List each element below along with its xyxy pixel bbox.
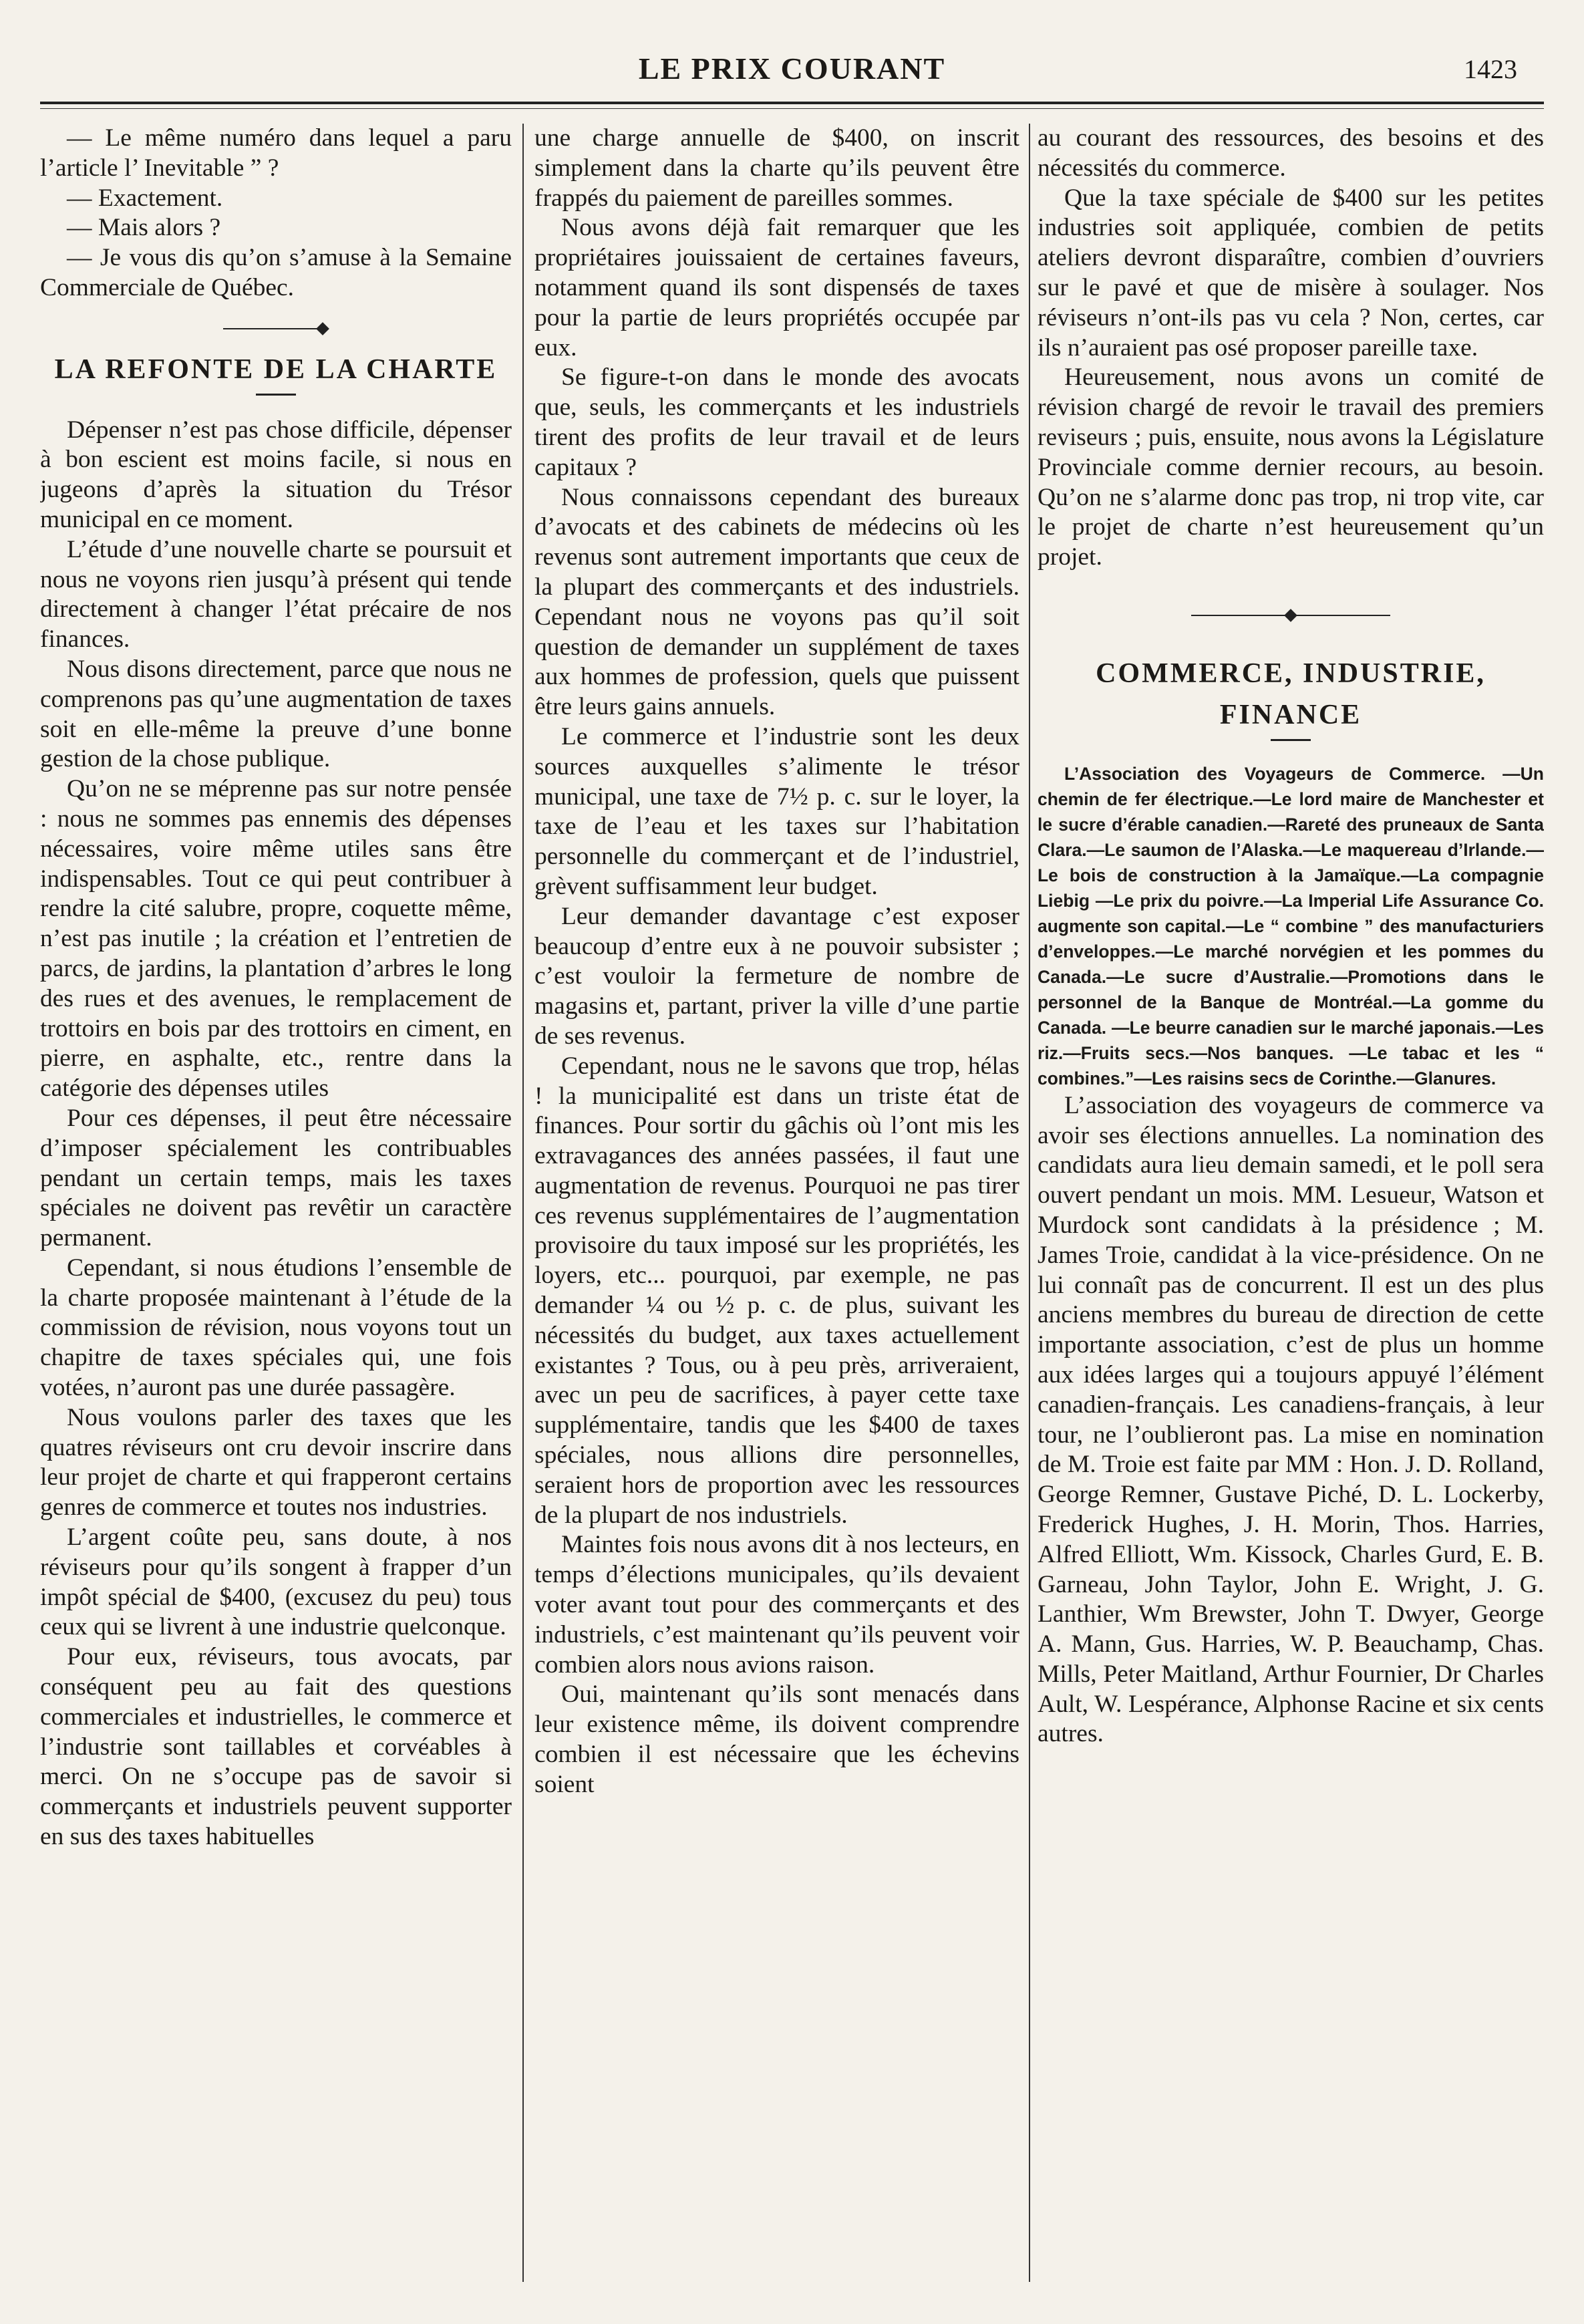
article-paragraph: Pour eux, réviseurs, tous avocats, par conséquent peu au fait des questions commerciales et industrielles, le commerce et l’industrie sont taillables et corvéables à merci. On ne s’occupe pas de savoir si commerçants et industriels peuvent supporter en sus des taxes habituelles — [40, 1643, 512, 1851]
header-rule-thin — [40, 108, 1544, 109]
section-heading-line2: FINANCE — [1219, 699, 1362, 730]
column-divider — [522, 124, 524, 2282]
article-paragraph: Cependant, si nous étudions l’ensemble de la charte proposée maintenant à l’étude de la commission de révision, nous voyons tout un chapitre de taxes spéciales qui, une fois votées, n’auront pas une durée passagère. — [40, 1254, 512, 1402]
article-paragraph: Heureusement, nous avons un comité de révision chargé de revoir le travail des premiers reviseurs ; puis, ensuite, nous avons la Législature Provinciale comme dernier recours, au besoin. Qu’on ne s’alarme donc pas trop, ni trop vite, car le projet de charte n’est heureusement qu’un projet. — [1038, 364, 1544, 571]
column-1 — [40, 124, 512, 2282]
column-2 — [534, 124, 1019, 2282]
article-paragraph: Le commerce et l’industrie sont les deux sources auxquelles s’alimente le trésor municipal, une taxe de 7½ p. c. sur le loyer, la taxe de l’eau et les taxes sur l’habitation personnelle du commerçant et de l’industriel, grèvent suffisamment leur budget. — [534, 722, 1019, 900]
article-paragraph: Leur demander davantage c’est exposer beaucoup d’entre eux à ne pouvoir subsister ; c’est vouloir la fermeture de nombre de magasins et, partant, priver la ville d’une partie de ses revenus. — [534, 902, 1019, 1050]
article-paragraph: Pour ces dépenses, il peut être nécessaire d’imposer spécialement les contribuables pendant un certain temps, mais les taxes spéciales ne doivent pas revêtir un caractère permanent. — [40, 1104, 512, 1252]
article-paragraph: Nous disons directement, parce que nous ne comprenons pas qu’une augmentation de taxes soit en elle-même la preuve d’une bonne gestion de la chose publique. — [40, 655, 512, 773]
article-heading: LA REFONTE DE LA CHARTE — [54, 353, 498, 385]
article-paragraph: Nous connaissons cependant des bureaux d’avocats et des cabinets de médecins où les revenus sont autrement importants que ceux de la plupart des commerçants et des industriels. Cependant nous ne voyons pas qu’il soit question de demander un supplément de taxes aux hommes de profession, quels que puissent être leurs gains annuels. — [534, 483, 1019, 721]
section-summary: L’Association des Voyageurs de Commerce. —Un chemin de fer électrique.—Le lord maire de Manchester et le sucre d’érable canadien.—Rareté des pruneaux de Santa Clara.—Le saumon de l’Alaska.—Le maquereau d’Irlande.—Le bois de construction à la Jamaïque.—La compagnie Liebig —Le prix du poivre.—La Imperial Life Assurance Co. augmente son capital.—Le “ combine ” des manufacturiers d’enveloppes.—Le marché norvégien et les pommes du Canada.—Le sucre d’Australie.—Promotions dans le personnel de la Banque de Montréal.—La gomme du Canada. —Le beurre canadien sur le marché japonais.—Les riz.—Fruits secs.—Nos banques. —Le tabac et les “ combines.”—Les raisins secs de Corinthe.—Glanures. — [1038, 763, 1544, 1088]
article-paragraph: Que la taxe spéciale de $400 sur les petites industries soit appliquée, combien de petits ateliers devront disparaître, combien d’ouvriers sur le pavé et que de misère à soulager. Nos réviseurs n’ont-ils pas vu cela ? Non, certes, car ils n’auraient pas osé proposer pareille taxe. — [1038, 184, 1544, 361]
dialogue-line: — Mais alors ? — [67, 214, 221, 242]
article-paragraph: L’argent coûte peu, sans doute, à nos réviseurs pour qu’ils songent à frapper d’un impôt spécial de $400, (excusez du peu) tous ceux qui se livrent à une industrie quelconque. — [40, 1523, 512, 1641]
column-3 — [1038, 124, 1544, 2282]
heading-rule — [1271, 739, 1311, 741]
article-paragraph: Dépenser n’est pas chose difficile, dépenser à bon escient est moins facile, si nous en jugeons d’après la situation du Trésor municipal en ce moment. — [40, 416, 512, 533]
article-paragraph: L’étude d’une nouvelle charte se poursuit et nous ne voyons rien jusqu’à présent qui tende directement à changer l’état précaire de nos finances. — [40, 535, 512, 653]
header-rule — [40, 102, 1544, 104]
heading-rule — [256, 394, 296, 396]
article-paragraph: Qu’on ne se méprenne pas sur notre pensée : nous ne sommes pas ennemis des dépenses nécessaires, voire même utiles sans être indispensables. Tout ce qui peut contribuer à rendre la cité salubre, propre, coquette même, n’est pas inutile ; la création et l’entretien de parcs, de jardins, la plantation d’arbres le long des rues et des avenues, le remplacement de trottoirs en bois par des trottoirs en ciment, en pierre, en asphalte, etc., rentre dans la catégorie des dépenses utiles — [40, 775, 512, 1103]
article-paragraph: Nous voulons parler des taxes que les quatres réviseurs ont cru devoir inscrire dans leur projet de charte et qui frapperont certains genres de commerce et toutes nos industries. — [40, 1403, 512, 1521]
article-paragraph: L’association des voyageurs de commerce va avoir ses élections annuelles. La nomination des candidats aura lieu demain samedi, et le poll sera ouvert pendant un mois. MM. Lesueur, Watson et Murdock sont candidats à la présidence ; M. James Troie, candidat à la vice-présidence. On ne lui connaît pas de concurrent. Il est un des plus anciens membres du bureau de direction de cette importante association, c’est de plus un homme aux idées larges qui a toujours appuyé l’élément canadien-français. Les canadiens-français, à leur tour, ne l’oublieront pas. La mise en nomination de M. Troie est faite par MM : Hon. J. D. Rolland, George Remner, Gustave Piché, D. L. Lockerby, Frederick Hughes, J. H. Morin, Thos. Harries, Alfred Elliott, Wm. Kissock, Charles Gurd, E. B. Garneau, John Taylor, John E. Wright, J. G. Lanthier, Wm Brewster, John T. Dwyer, George A. Mann, Gus. Harries, W. P. Beauchamp, Chas. Mills, Peter Maitland, Arthur Fournier, Dr Charles Ault, W. Lespérance, Alphonse Racine et six cents autres. — [1038, 1091, 1544, 1748]
page-title: LE PRIX COURANT — [638, 51, 946, 86]
dialogue-line: — Je vous dis qu’on s’amuse à la Semaine Commerciale de Québec. — [40, 244, 512, 301]
article-paragraph: Se figure-t-on dans le monde des avocats que, seuls, les commerçants et les industriels tirent des profits de leur travail et de leurs capitaux ? — [534, 364, 1019, 481]
article-paragraph: Nous avons déjà fait remarquer que les propriétaires jouissaient de certaines faveurs, notamment quand ils sont dispensés de taxes pour la partie de leurs propriétés occupée par eux. — [534, 214, 1019, 361]
article-paragraph: Cependant, nous ne le savons que trop, hélas ! la municipalité est dans un triste état de finances. Pour sortir du gâchis où l’ont mis les extravagances des années passées, il faut une augmentation de revenus. Pourquoi ne pas tirer ces revenus supplémentaires de l’augmentation provisoire du taux imposé sur les propriétés, les loyers, etc... pourquoi, par exemple, ne pas demander ¼ ou ½ p. c. de plus, suivant les nécessités du budget, aux taxes actuellement existantes ? Tous, ou à peu près, arriveraient, avec un peu de sacrifices, à payer cette taxe supplémentaire, tandis que les $400 de taxes spéciales, nous allions dire personnelles, seraient hors de proportion avec les ressources de la plupart de nos industriels. — [534, 1052, 1019, 1529]
page-header — [40, 47, 1544, 100]
section-separator — [40, 313, 512, 343]
article-paragraph: une charge annuelle de $400, on inscrit simplement dans la charte qu’ils peuvent être frappés du paiement de pareilles sommes. — [534, 124, 1019, 212]
article-paragraph: Maintes fois nous avons dit à nos lecteurs, en temps d’élections municipales, qu’ils devaient voter avant tout pour des commerçants et des industriels, c’est maintenant qu’ils peuvent voir combien alors nous avions raison. — [534, 1531, 1019, 1679]
column-divider — [1029, 124, 1030, 2282]
article-paragraph: au courant des ressources, des besoins et des nécessités du commerce. — [1038, 124, 1544, 182]
page-number: 1423 — [1464, 54, 1517, 84]
dialogue-line: — Le même numéro dans lequel a paru l’article l’ Inevitable ” ? — [40, 124, 512, 182]
article-paragraph: Oui, maintenant qu’ils sont menacés dans leur existence même, ils doivent comprendre combien il est nécessaire que les échevins soient — [534, 1681, 1019, 1798]
dialogue-line: — Exactement. — [67, 184, 223, 212]
section-separator — [1038, 599, 1544, 629]
section-heading-line1: COMMERCE, INDUSTRIE, — [1096, 658, 1486, 689]
